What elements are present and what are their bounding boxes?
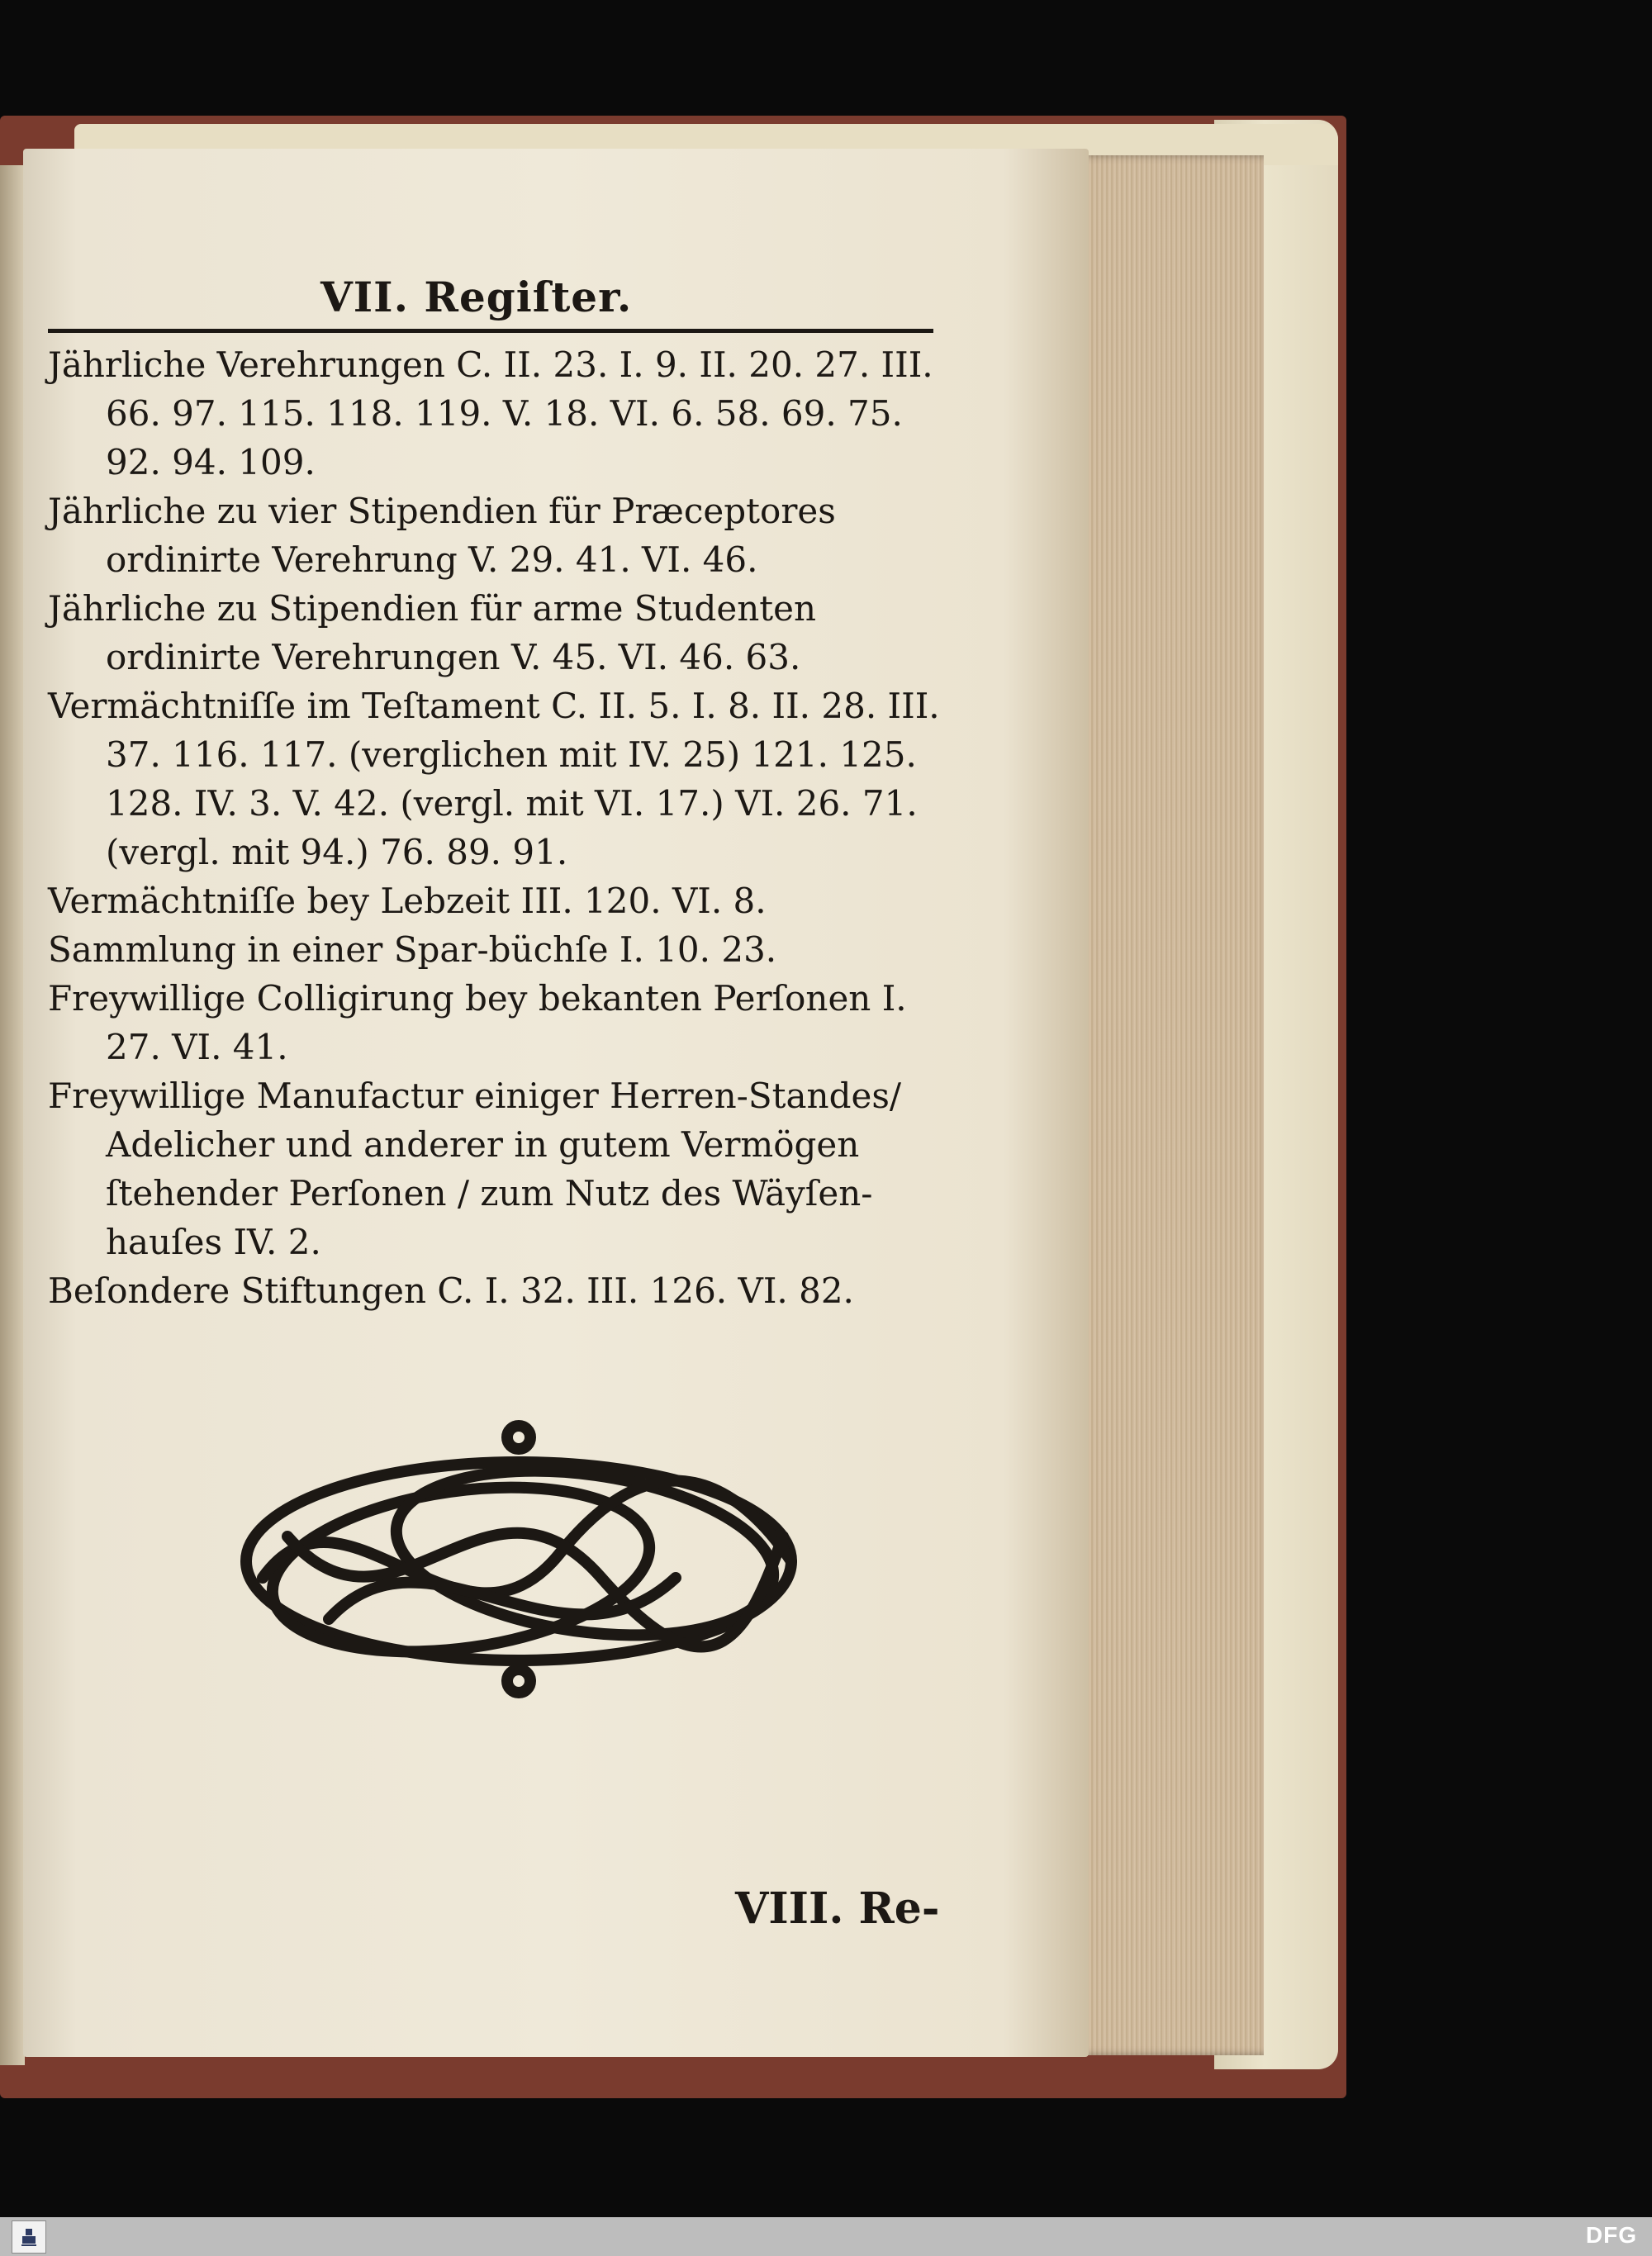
viewer-footer-bar: [0, 2217, 1652, 2256]
dfg-brand-label: DFG: [1585, 2222, 1637, 2248]
catchword: VIII. Re-: [735, 1883, 940, 1934]
register-entries: [48, 340, 948, 1315]
library-seal-icon[interactable]: [12, 2220, 46, 2254]
header-rule: [48, 329, 933, 333]
running-head: VII. Regiſter.: [320, 273, 633, 321]
calligraphic-flourish-ornament: [213, 1413, 824, 1710]
register-entry: Vermächtniſſe im Teſtament C. II. 5. I. 8. II. 28. III. 37. 116. 117. (verglichen mit IV. 25) 121. 125. 128. IV. 3. V. 42. (vergl. mit VI. 17.) VI. 26. 71. (vergl. mit 94.) 76. 89. 91.: [48, 686, 940, 872]
register-entry: Jährliche zu vier Stipendien für Præceptores ordinirte Verehrung V. 29. 41. VI. 46.: [48, 491, 836, 580]
page-stack-edge: [1074, 155, 1264, 2055]
facing-page-sliver: [0, 165, 25, 2065]
register-entry: Beſondere Stiftungen C. I. 32. III. 126. VI. 82.: [48, 1270, 854, 1311]
register-entry: Freywillige Colligirung bey bekanten Perſonen I. 27. VI. 41.: [48, 978, 907, 1067]
book-page: [23, 149, 1089, 2057]
register-entry: Vermächtniſſe bey Lebzeit III. 120. VI. 8.: [48, 881, 767, 921]
register-entry: Sammlung in einer Spar-büchſe I. 10. 23.: [48, 929, 777, 970]
register-entry: Freywillige Manufactur einiger Herren-Standes/ Adelicher und anderer in gutem Vermögen ſtehender Perſonen / zum Nutz des Wäyſen-hauſes IV. 2.: [48, 1076, 902, 1262]
register-entry: Jährliche zu Stipendien für arme Studenten ordinirte Verehrungen V. 45. VI. 46. 63.: [48, 588, 817, 677]
register-entry: Jährliche Verehrungen C. II. 23. I. 9. II. 20. 27. III. 66. 97. 115. 118. 119. V. 18. VI. 6. 58. 69. 75. 92. 94. 109.: [48, 344, 933, 482]
